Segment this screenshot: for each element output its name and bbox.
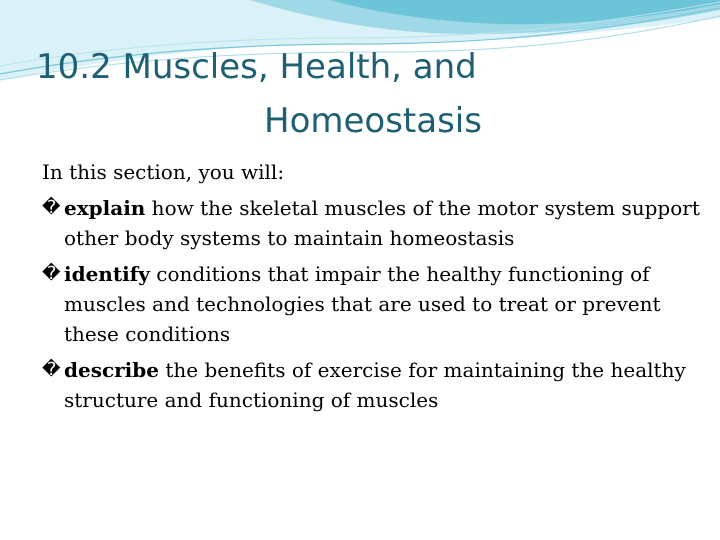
objective-keyword: explain xyxy=(64,196,146,220)
objective-list xyxy=(42,193,702,415)
slide-body xyxy=(42,155,702,421)
objective-text: the benefits of exercise for maintaining the healthy structure and functioning of muscles xyxy=(64,358,686,412)
objective-text: conditions that impair the healthy functioning of muscles and technologies that are used to treat or prevent these conditions xyxy=(64,262,661,346)
objective-item-describe xyxy=(42,355,702,415)
intro-text: In this section, you will: xyxy=(42,160,285,184)
bullet-glyph: � xyxy=(42,197,61,218)
bullet-glyph: � xyxy=(42,359,61,380)
slide-title-line1: 10.2 Muscles, Health, and xyxy=(36,47,477,87)
slide-title-line2: Homeostasis xyxy=(264,101,482,141)
objective-keyword: describe xyxy=(64,358,159,382)
objective-item-identify xyxy=(42,259,702,349)
objective-text: how the skeletal muscles of the motor system support other body systems to maintain homeostasis xyxy=(64,196,700,250)
objective-keyword: identify xyxy=(64,262,150,286)
objective-item-explain xyxy=(42,193,702,253)
bullet-glyph: � xyxy=(42,263,61,284)
slide-title xyxy=(36,40,596,148)
